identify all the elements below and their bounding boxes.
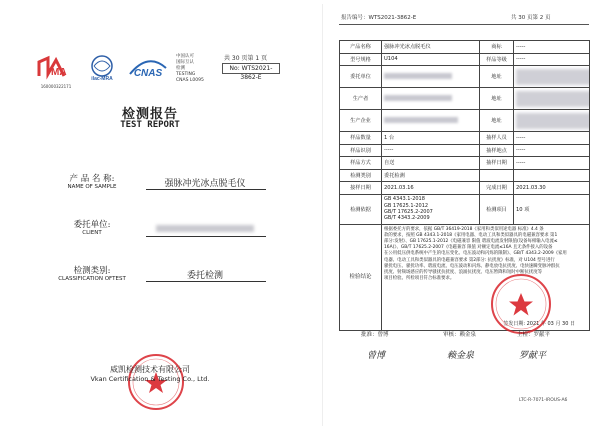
table-row: 生产者 地址 bbox=[340, 88, 590, 110]
redacted-value bbox=[384, 73, 452, 79]
classification-underline bbox=[146, 281, 266, 282]
client-label: 委托单位: bbox=[73, 220, 111, 230]
classification-value: 委托检测 bbox=[186, 271, 223, 281]
cnas-logo bbox=[126, 54, 170, 82]
redacted-value bbox=[516, 91, 590, 107]
classification-label: 检测类别: bbox=[73, 266, 111, 276]
redacted-value bbox=[516, 69, 590, 85]
cover-page-number: 共 30 页第 1 页 bbox=[224, 55, 268, 62]
cover-report-number: No: WTS2021-3862-E bbox=[222, 63, 280, 74]
cma-logo bbox=[36, 54, 74, 82]
svg-text:MA: MA bbox=[51, 67, 67, 78]
table-row: 委托单位 地址 bbox=[340, 66, 590, 88]
sample-name-value: 强脉冲光冰点脱毛仪 bbox=[164, 179, 246, 189]
table-row: 接样日期 2021.03.16 完成日期 2021.03.30 bbox=[340, 182, 590, 195]
table-row: 样品识别 ----- 抽样地点 ----- bbox=[340, 144, 590, 157]
table-row: 检测依据 GB 4343.1-2018 GB 17625.1-2012 GB/T 17625.2-2007 GB/T 4343.2-2009 检测项目 10 项 bbox=[340, 194, 590, 224]
report-page-number: 共 30 页第 2 页 bbox=[511, 15, 551, 21]
client-underline bbox=[146, 236, 266, 237]
approver-signature: 曾博 bbox=[367, 351, 386, 361]
client-value-redacted bbox=[156, 225, 254, 232]
redacted-value bbox=[516, 113, 590, 129]
reviewer-label: 审核：赖金泉 bbox=[443, 332, 477, 338]
table-row: 产品名称 强脉冲光冰点脱毛仪 商标 ----- bbox=[340, 41, 590, 54]
accreditation-text: 中国认可 国际互认 检测 TESTING CNAS L0095 bbox=[176, 54, 204, 83]
approver-label: 批准：曾博 bbox=[361, 332, 389, 338]
table-row: 型号规格 U104 样品等级 ----- bbox=[340, 53, 590, 66]
client-label-en: CLIENT bbox=[82, 230, 102, 236]
svg-text:ilac-MRA: ilac-MRA bbox=[91, 76, 113, 82]
main-tester-label: 主检：罗献平 bbox=[517, 332, 551, 338]
table-row: 样品数量 1 台 抽样人员 ----- bbox=[340, 132, 590, 145]
issue-date: 签发日期: 2021 年 03 月 30 日 bbox=[503, 321, 575, 328]
redacted-value bbox=[384, 95, 452, 101]
organization-name-en: Vkan Certification & Testing Co., Ltd. bbox=[90, 375, 210, 383]
report-header bbox=[323, 12, 593, 22]
sample-name-underline bbox=[146, 189, 266, 190]
svg-text:CNAS: CNAS bbox=[133, 68, 163, 79]
reviewer-signature: 赖金泉 bbox=[447, 351, 475, 361]
sample-name-label: 产 品 名 称: bbox=[69, 174, 115, 184]
red-seal-stamp bbox=[489, 272, 553, 336]
form-code: LTC-R-7071-IROUS-A6 bbox=[519, 398, 568, 403]
table-row: 检测类别 委托检测 bbox=[340, 169, 590, 182]
report-detail-page bbox=[322, 4, 592, 426]
report-title-en: TEST REPORT bbox=[120, 120, 180, 130]
ilac-mra-logo bbox=[86, 54, 118, 82]
conclusion-label: 检验结论 bbox=[340, 224, 382, 330]
sample-name-label-en: NAME OF SAMPLE bbox=[67, 184, 117, 190]
cma-caption: 160000322171 bbox=[40, 84, 72, 89]
report-title-cn: 检测报告 bbox=[121, 107, 178, 122]
main-tester-signature: 罗献平 bbox=[519, 351, 547, 361]
table-row: 生产企业 地址 bbox=[340, 110, 590, 132]
classification-label-en: CLASSIFICATION OFTEST bbox=[58, 276, 126, 282]
header-divider bbox=[339, 24, 589, 25]
report-number: 报告编号：WTS2021-3862-E bbox=[341, 15, 417, 21]
conclusion-text: 根据委托方的要求，依据 GB/T 36419-2018《家用和类似用途电器 标准》4.4 条 款的要求，按照 GB 4343.1-2018《家用电器、电动工具和类似器具的电磁兼容要求 第1 部分:发射》、GB 17625.1-2012《电磁兼容 限值 谐波电流发射限值(设备每相输入电流≤ 16A)》、GB/T 17625.2-2007《电磁兼容 限值 对额定电流≤16A 且无条件接入的设备 在公用低压供电系统中产生的电压变化、电压波动和闪烁的限制》、GB/T 4343.2-2009《家用 电器、电动工具和类似器具的电磁兼容要求 第2部分: 抗扰度》标准，对 U104 型号进行 骚扰电压、骚扰功率、谐波电流、电压波动和闪烁、静电放电抗扰度、电快速瞬变脉冲群抗 扰度、射频场感应的传导骚扰抗扰度、浪涌抗扰度、电压暂降和短时中断抗扰度等 项目检验。所检项目符合标准要求。 签发日期: 2021 年 03 月 30 日 bbox=[382, 224, 590, 330]
redacted-value bbox=[384, 117, 458, 123]
table-row: 样品方式 自送 抽样日期 ----- bbox=[340, 157, 590, 170]
organization-name-cn: 威凯检测技术有限公司 bbox=[110, 365, 190, 374]
